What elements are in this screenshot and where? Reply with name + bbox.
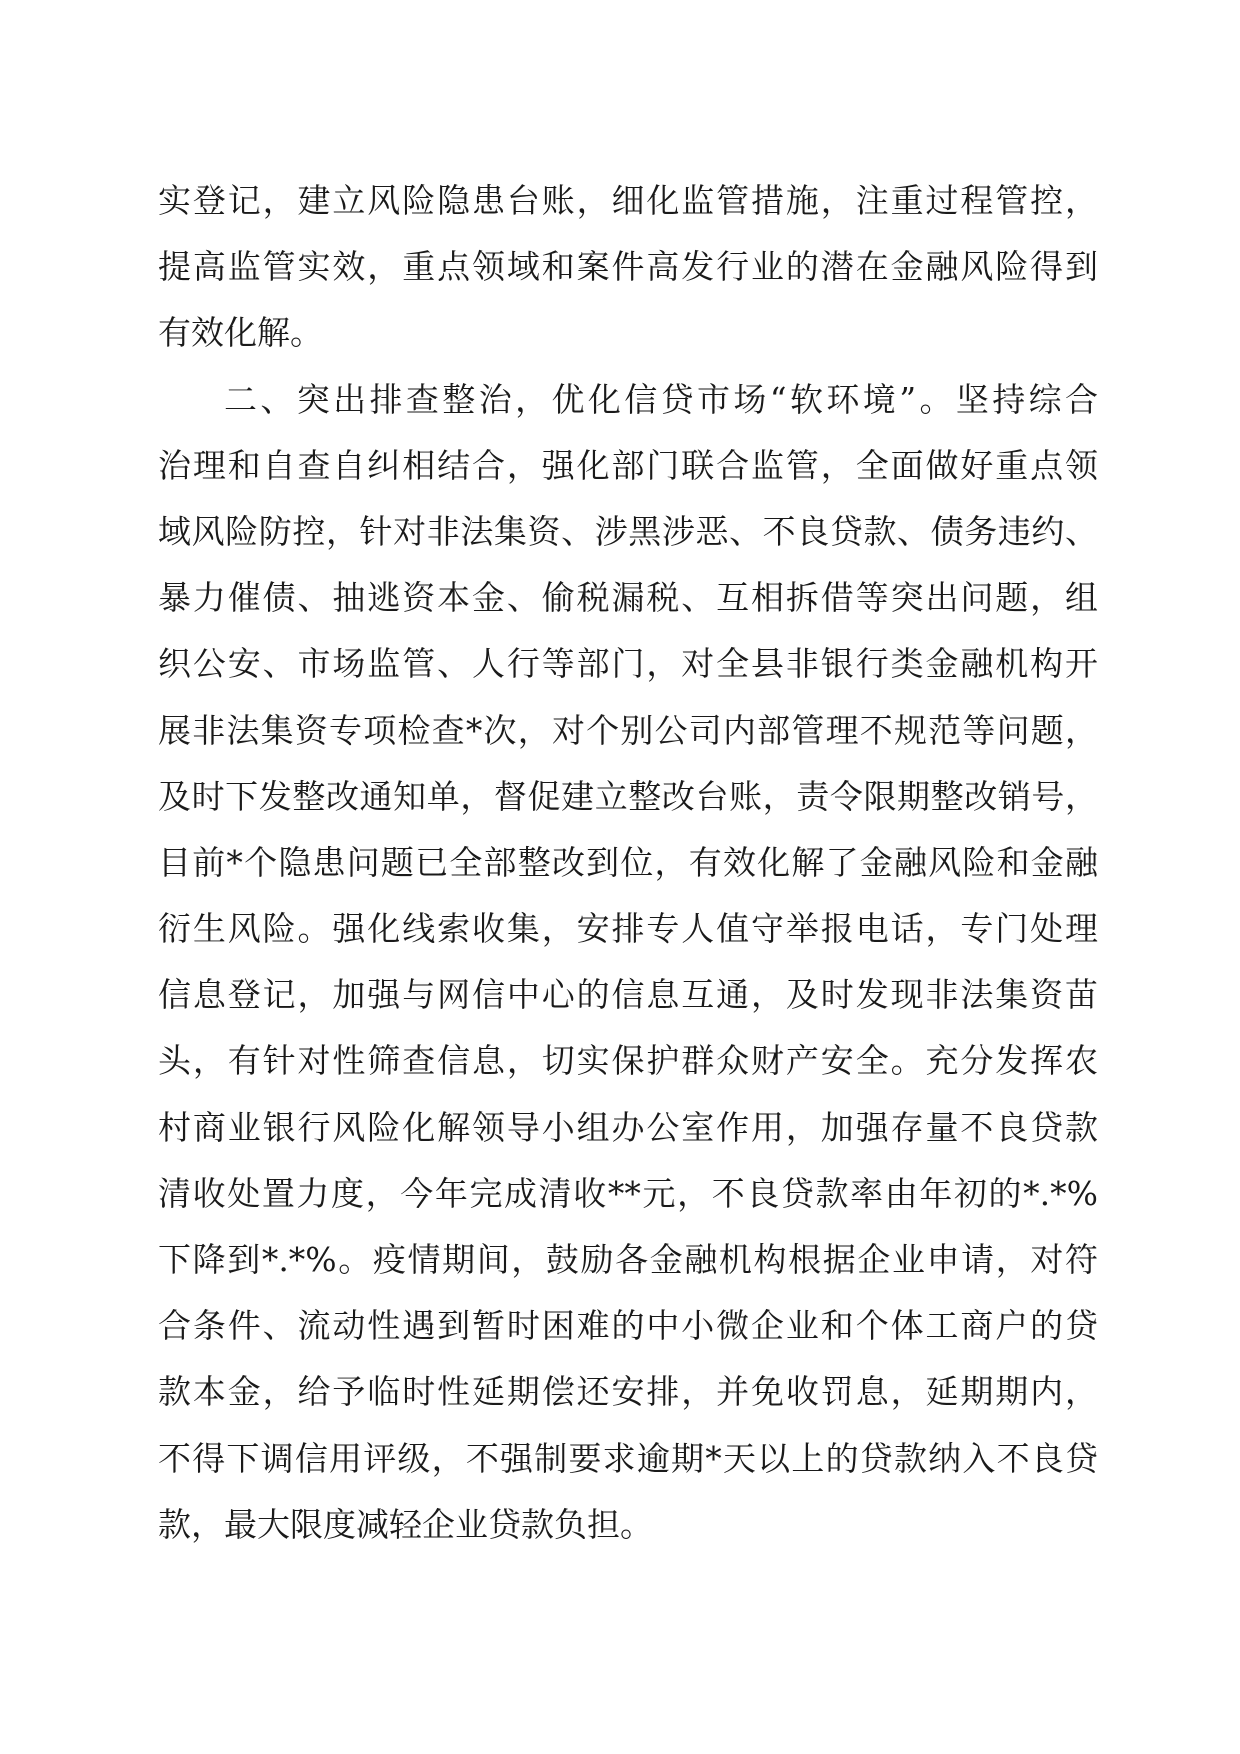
text-line: 合条件、流动性遇到暂时困难的中小微企业和个体工商户的贷 bbox=[158, 1306, 1098, 1346]
text-line: 展非法集资专项检查*次，对个别公司内部管理不规范等问题， bbox=[158, 710, 1098, 750]
text-line: 织公安、市场监管、人行等部门，对全县非银行类金融机构开 bbox=[158, 644, 1098, 684]
section-heading-line: 二、突出排查整治，优化信贷市场“软环境”。坚持综合 bbox=[224, 379, 1098, 419]
text-line: 有效化解。 bbox=[158, 313, 323, 353]
text-line: 衍生风险。强化线索收集，安排专人值守举报电话，专门处理 bbox=[158, 909, 1098, 949]
text-line: 及时下发整改通知单，督促建立整改台账，责令限期整改销号， bbox=[158, 776, 1098, 816]
text-line: 目前*个隐患问题已全部整改到位，有效化解了金融风险和金融 bbox=[158, 842, 1098, 882]
text-line: 实登记，建立风险隐患台账，细化监管措施，注重过程管控， bbox=[158, 181, 1098, 220]
text-line: 治理和自查自纠相结合，强化部门联合监管，全面做好重点领 bbox=[158, 445, 1098, 485]
text-line: 款本金，给予临时性延期偿还安排，并免收罚息，延期期内， bbox=[158, 1372, 1098, 1412]
text-line: 头，有针对性筛查信息，切实保护群众财产安全。充分发挥农 bbox=[158, 1041, 1098, 1081]
document-body bbox=[158, 168, 1098, 1558]
text-line: 村商业银行风险化解领导小组办公室作用，加强存量不良贷款 bbox=[158, 1107, 1098, 1147]
text-line: 清收处置力度，今年完成清收**元，不良贷款率由年初的*.*% bbox=[158, 1173, 1098, 1213]
text-line: 暴力催债、抽逃资本金、偷税漏税、互相拆借等突出问题，组 bbox=[158, 578, 1098, 618]
text-line: 不得下调信用评级，不强制要求逾期*天以上的贷款纳入不良贷 bbox=[158, 1438, 1098, 1478]
text-line: 信息登记，加强与网信中心的信息互通，及时发现非法集资苗 bbox=[158, 975, 1098, 1015]
text-line: 款，最大限度减轻企业贷款负担。 bbox=[158, 1504, 653, 1544]
text-line: 提高监管实效，重点领域和案件高发行业的潜在金融风险得到 bbox=[158, 247, 1098, 287]
text-line: 下降到*.*%。疫情期间，鼓励各金融机构根据企业申请，对符 bbox=[158, 1240, 1098, 1279]
text-line: 域风险防控，针对非法集资、涉黑涉恶、不良贷款、债务违约、 bbox=[158, 511, 1098, 551]
